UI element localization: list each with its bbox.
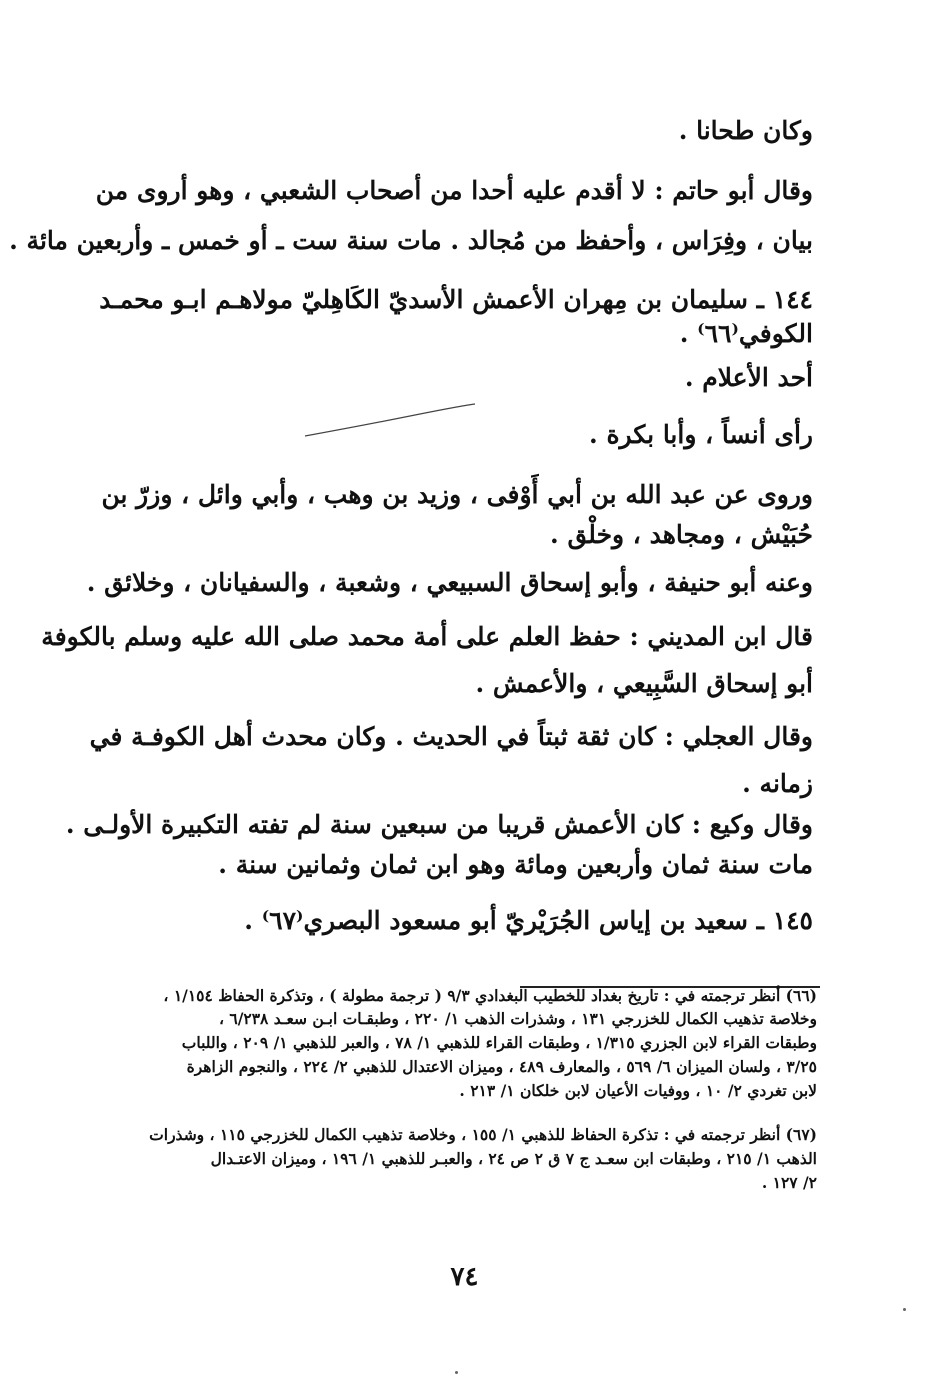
text-line: الكوفي⁽٦٦⁾ . (679, 319, 813, 348)
footnote-line: ٢/ ١٢٧ . (761, 1173, 817, 1192)
page-number: ٧٤ (450, 1262, 479, 1292)
scan-speck (455, 1371, 458, 1374)
footnote-line: وطبقات القراء لابن الجزري ١/٣١٥ ، وطبقات القراء للذهبي ١/ ٧٨ ، والعبر للذهبي ١/ ٢٠٩ ، واللباب (181, 1033, 817, 1052)
text-line: وعنه أبو حنيفة ، وأبو إسحاق السبيعي ، وشعبة ، والسفيانان ، وخلائق . (86, 568, 813, 597)
text-line: وروى عن عبد الله بن أبي أَوْفى ، وزيد بن وهب ، وأبي وائل ، وزرّ بن (101, 480, 813, 509)
text-line: أبو إسحاق السَّبِيعي ، والأعمش . (475, 669, 813, 698)
text-line: حُبَيْش ، ومجاهد ، وخلْق . (550, 520, 813, 549)
text-line: بيان ، وفِرَاس ، وأحفظ من مُجالد . مات سنة ست ـ أو خمس ـ وأربعين مائة . (9, 226, 813, 255)
text-line: أحد الأعلام . (684, 363, 813, 392)
text-line: وقال العجلي : كان ثقة ثبتاً في الحديث . وكان محدث أهل الكوفـة في (89, 722, 813, 751)
text-line: مات سنة ثمان وأربعين ومائة وهو ابن ثمان وثمانين سنة . (218, 850, 813, 879)
footnote-line: الذهب ١/ ٢١٥ ، وطبقات ابن سعـد ج ٧ ق ٢ ص ٢٤ ، والعبـر للذهبي ١/ ١٩٦ ، وميزان الاعتـدال (210, 1149, 817, 1168)
scan-speck (903, 1308, 906, 1311)
footnote-line: ٣/٢٥ ، ولسان الميزان ٦/ ٥٦٩ ، والمعارف ٤٨٩ ، وميزان الاعتدال للذهبي ٢/ ٢٢٤ ، والنجوم الزاهرة (186, 1057, 817, 1076)
text-line: زمانه . (742, 769, 813, 798)
footnote-line: (٦٦) أنظر ترجمته في : تاريخ بغداد للخطيب البغدادي ٩/٣ ( ترجمة مطولة ) ، وتذكرة الحفاظ ١/١٥٤ ، (163, 986, 817, 1005)
pen-stroke-mark (300, 396, 480, 446)
entry-heading-144: ١٤٤ ـ سليمان بن مِهران الأعمش الأسديّ الكَاهِليّ مولاهـم ابـو محمـد (99, 285, 813, 314)
footnote-line: لابن تغردي ٢/ ١٠ ، ووفيات الأعيان لابن خلكان ١/ ٢١٣ . (459, 1081, 817, 1100)
text-line: رأى أنساً ، وأبا بكرة . (589, 420, 813, 449)
footnote-line: وخلاصة تذهيب الكمال للخزرجي ١٣١ ، وشذرات الذهب ١/ ٢٢٠ ، وطبقـات ابـن سعـد ٦/٢٣٨ ، (219, 1009, 817, 1028)
text-line: وكان طحانا . (678, 116, 813, 145)
text-line: وقال وكيع : كان الأعمش قريبا من سبعين سنة لم تفته التكبيرة الأولـى . (65, 810, 813, 839)
footnote-line: (٦٧) أنظر ترجمته في : تذكرة الحفاظ للذهبي ١/ ١٥٥ ، وخلاصة تذهيب الكمال للخزرجي ١١٥ ، وشذرات (149, 1125, 817, 1144)
text-line: قال ابن المديني : حفظ العلم على أمة محمد صلى الله عليه وسلم بالكوفة (41, 622, 813, 651)
text-line: وقال أبو حاتم : لا أقدم عليه أحدا من أصحاب الشعبي ، وهو أروى من (95, 176, 813, 205)
entry-heading-145: ١٤٥ ـ سعيد بن إياس الجُرَيْريّ أبو مسعود البصري⁽٦٧⁾ . (244, 906, 813, 935)
